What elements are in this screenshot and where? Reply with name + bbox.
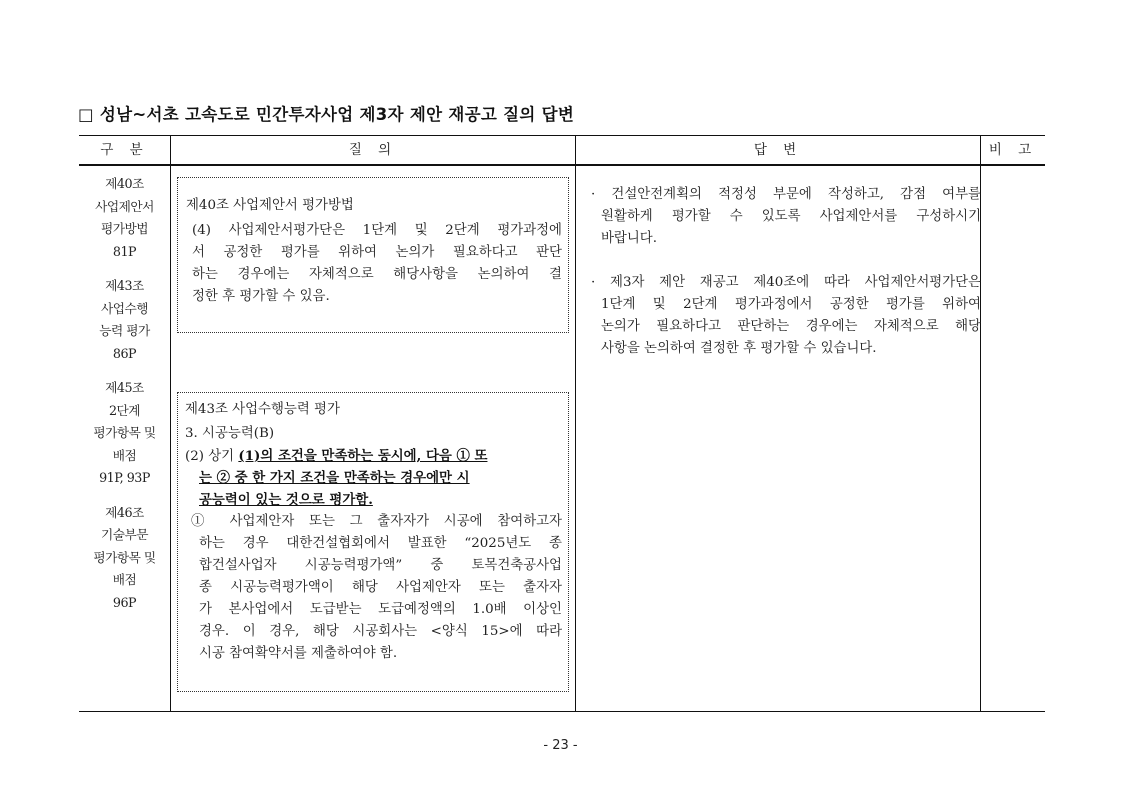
question-line: 서 공정한 평가를 위하여 논의가 필요하다고 판단	[192, 245, 562, 260]
category-line: 제45조	[105, 380, 144, 395]
answer-block	[591, 272, 981, 360]
question-item: 3. 시공능력(B)	[185, 426, 275, 441]
category-line: 평가항목 및	[93, 549, 156, 565]
question-line: ① 사업제안자 또는 그 출자자가 시공에 참여하고자	[191, 514, 562, 529]
question-heading: 제40조 사업제안서 평가방법	[186, 198, 354, 213]
category-column	[79, 173, 170, 614]
category-line: 81P	[112, 243, 137, 259]
category-line: 기술부문	[100, 527, 149, 542]
column-divider	[575, 135, 576, 712]
category-line: 배점	[112, 447, 137, 463]
condition-bold-text: (1)의 조건을 만족하는 동시에, 다음 ① 또	[238, 448, 488, 464]
category-line: 사업제안서	[95, 198, 154, 214]
answer-line: 논의가 필요하다고 판단하는 경우에는 자체적으로 해당	[601, 319, 981, 334]
category-line: 배점	[112, 572, 137, 587]
answer-line: 바랍니다.	[601, 231, 657, 246]
answer-column	[591, 184, 981, 360]
qa-table	[79, 135, 1045, 712]
header-question: 질 의	[348, 142, 398, 158]
question-line: 정한 후 평가할 수 있음.	[192, 289, 330, 304]
condition-prefix: (2) 상기	[185, 449, 239, 464]
answer-line: · 건설안전계획의 적정성 부문에 작성하고, 감점 여부를	[591, 187, 981, 202]
question-line: 하는 경우 대한건설협회에서 발표한 “2025년도 종	[199, 536, 562, 551]
question-line: (4) 사업제안서평가단은 1단계 및 2단계 평가과정에	[192, 223, 562, 238]
question-line: 종 시공능력평가액이 해당 사업제안자 또는 출자자	[199, 580, 562, 595]
condition-bold-text: 공능력이 있는 것으로 평가함.	[199, 492, 373, 508]
category-line: 제43조	[105, 278, 144, 293]
category-line: 능력 평가	[99, 323, 150, 338]
question-line: 합건설사업자 시공능력평가액” 중 토목건축공사업	[199, 558, 562, 573]
condition-bold-text: 는 ② 중 한 가지 조건을 만족하는 경우에만 시	[199, 470, 470, 486]
document-title: □ 성남~서초 고속도로 민간투자사업 제3자 제안 재공고 질의 답변	[78, 105, 575, 124]
category-line: 96P	[112, 594, 137, 610]
category-line: 86P	[112, 345, 137, 361]
category-line: 91P, 93P	[99, 470, 150, 485]
page-number: - 23 -	[543, 738, 578, 753]
category-line: 평가항목 및	[93, 425, 156, 440]
category-line: 평가방법	[100, 221, 149, 236]
question-line: 하는 경우에는 자체적으로 해당사항을 논의하여 결	[192, 267, 562, 282]
category-line: 사업수행	[100, 300, 149, 316]
question-box-article40	[177, 177, 569, 333]
answer-line: 사항을 논의하여 결정한 후 평가할 수 있습니다.	[601, 341, 877, 356]
table-bottom-rule	[79, 711, 1045, 712]
answer-line: 원활하게 평가할 수 있도록 사업제안서를 구성하시기	[601, 209, 981, 224]
column-divider	[170, 135, 171, 712]
answer-block	[591, 184, 981, 250]
question-heading: 제43조 사업수행능력 평가	[185, 402, 340, 417]
answer-line: 1단계 및 2단계 평가과정에서 공정한 평가를 위하여	[601, 297, 981, 312]
category-line: 2단계	[108, 402, 141, 418]
question-line: 시공 참여확약서를 제출하여야 함.	[199, 646, 398, 661]
header-remarks: 비 고	[988, 142, 1038, 158]
answer-line: · 제3자 제안 재공고 제40조에 따라 사업제안서평가단은	[591, 275, 981, 290]
question-condition-line	[185, 445, 562, 467]
question-line: 경우. 이 경우, 해당 시공회사는 <양식 15>에 따라	[199, 624, 562, 639]
question-line: 가 본사업에서 도급받는 도급예정액의 1.0배 이상인	[199, 602, 562, 617]
question-box-article43	[177, 392, 569, 692]
category-line: 제46조	[105, 504, 144, 520]
header-answer: 답 변	[753, 142, 803, 158]
category-line: 제40조	[105, 176, 144, 191]
header-category: 구 분	[100, 142, 149, 158]
